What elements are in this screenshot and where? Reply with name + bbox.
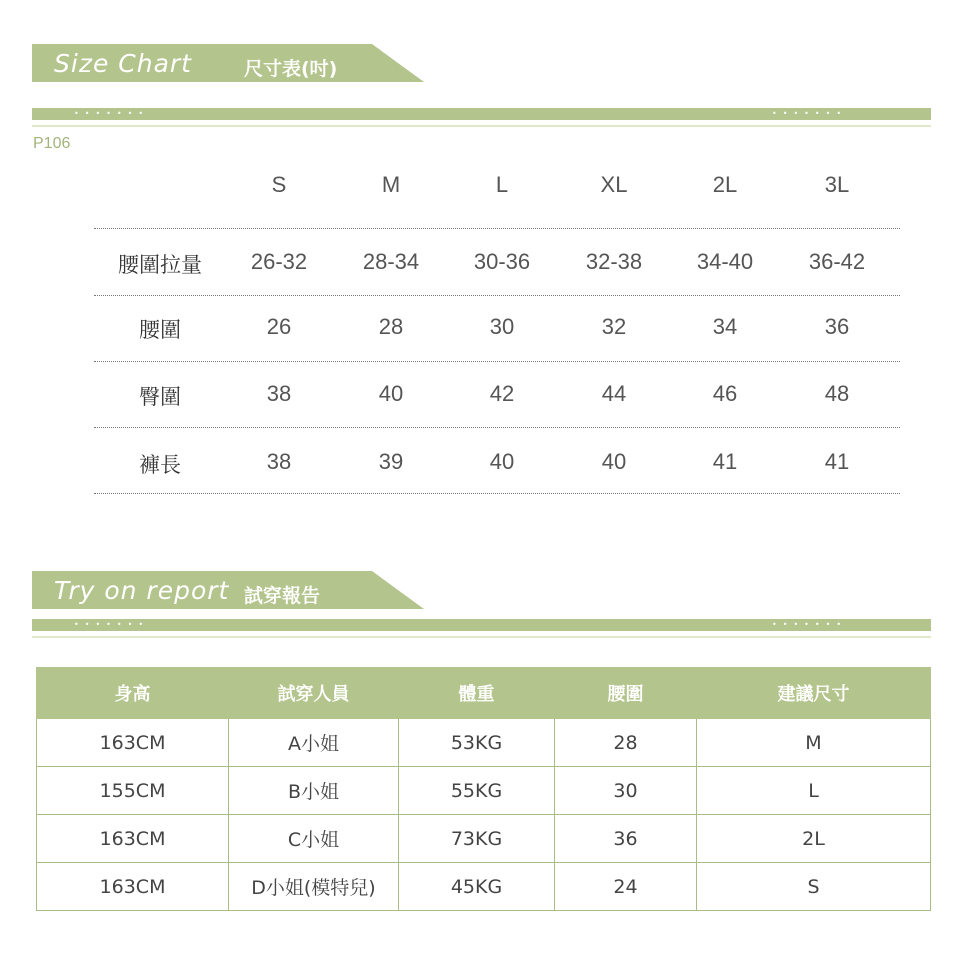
measurement-value: 42 bbox=[489, 381, 515, 406]
size-header: S bbox=[271, 172, 287, 197]
size-header: 2L bbox=[712, 172, 738, 197]
column-header: 身高 bbox=[37, 668, 229, 719]
measurement-value: 32-38 bbox=[585, 249, 643, 274]
stripe-dots-left: ••••••• bbox=[74, 109, 150, 118]
measurement-value: 34-40 bbox=[696, 249, 754, 274]
table-row bbox=[37, 863, 931, 911]
measurement-value: 32 bbox=[601, 314, 627, 339]
measurement-value: 41 bbox=[824, 449, 850, 474]
table-row bbox=[37, 719, 931, 767]
table-cell: 30 bbox=[555, 767, 697, 815]
column-header: 腰圍 bbox=[555, 668, 697, 719]
table-cell: 36 bbox=[555, 815, 697, 863]
table-header-row bbox=[37, 668, 931, 719]
measurement-value: 28 bbox=[378, 314, 404, 339]
table-cell: 2L bbox=[697, 815, 931, 863]
measurement-value: 26 bbox=[266, 314, 292, 339]
table-cell: L bbox=[697, 767, 931, 815]
measurement-value: 40 bbox=[601, 449, 627, 474]
table-cell: C小姐 bbox=[229, 815, 399, 863]
table-cell: 45KG bbox=[399, 863, 555, 911]
measurement-value: 26-32 bbox=[250, 249, 308, 274]
size-chart-title-zh: 尺寸表(吋) bbox=[244, 58, 338, 80]
measurement-label: 腰圍拉量 bbox=[118, 253, 202, 277]
try-on-title-zh: 試穿報告 bbox=[244, 585, 321, 607]
try-on-banner bbox=[32, 571, 424, 609]
table-cell: 73KG bbox=[399, 815, 555, 863]
table-cell: S bbox=[697, 863, 931, 911]
measurement-value: 48 bbox=[824, 381, 850, 406]
row-divider bbox=[94, 427, 900, 428]
size-header: 3L bbox=[824, 172, 850, 197]
stripe-dots-right: ••••••• bbox=[772, 109, 848, 118]
measurement-value: 28-34 bbox=[362, 249, 420, 274]
row-divider bbox=[94, 493, 900, 494]
column-header: 建議尺寸 bbox=[697, 668, 931, 719]
measurement-value: 41 bbox=[712, 449, 738, 474]
size-chart-divider bbox=[32, 125, 931, 127]
measurement-label: 褲長 bbox=[139, 453, 181, 477]
table-row bbox=[37, 815, 931, 863]
measurement-value: 30-36 bbox=[473, 249, 531, 274]
table-cell: 163CM bbox=[37, 815, 229, 863]
size-chart-title-en: Size Chart bbox=[54, 49, 192, 78]
measurement-value: 38 bbox=[266, 381, 292, 406]
row-divider bbox=[94, 361, 900, 362]
measurement-value: 46 bbox=[712, 381, 738, 406]
try-on-stripe bbox=[32, 619, 931, 631]
table-row bbox=[37, 767, 931, 815]
table-cell: 55KG bbox=[399, 767, 555, 815]
measurement-label: 腰圍 bbox=[139, 318, 181, 342]
table-cell: M bbox=[697, 719, 931, 767]
table-cell: 163CM bbox=[37, 863, 229, 911]
measurement-value: 36-42 bbox=[808, 249, 866, 274]
table-cell: B小姐 bbox=[229, 767, 399, 815]
stripe-dots-right: ••••••• bbox=[772, 620, 848, 629]
table-cell: 53KG bbox=[399, 719, 555, 767]
size-header: XL bbox=[600, 172, 628, 197]
measurement-value: 34 bbox=[712, 314, 738, 339]
table-cell: A小姐 bbox=[229, 719, 399, 767]
table-cell: D小姐(模特兒) bbox=[229, 863, 399, 911]
size-chart-stripe bbox=[32, 108, 931, 120]
table-cell: 155CM bbox=[37, 767, 229, 815]
product-code: P106 bbox=[33, 135, 71, 152]
size-header: L bbox=[495, 172, 509, 197]
measurement-value: 40 bbox=[378, 381, 404, 406]
size-chart-banner bbox=[32, 44, 424, 82]
row-divider bbox=[94, 295, 900, 296]
column-header: 試穿人員 bbox=[229, 668, 399, 719]
measurement-value: 30 bbox=[489, 314, 515, 339]
stripe-dots-left: ••••••• bbox=[74, 620, 150, 629]
table-cell: 28 bbox=[555, 719, 697, 767]
column-header: 體重 bbox=[399, 668, 555, 719]
measurement-label: 臀圍 bbox=[139, 385, 181, 409]
try-on-title-en: Try on report bbox=[54, 576, 230, 605]
row-divider bbox=[94, 228, 900, 229]
measurement-value: 40 bbox=[489, 449, 515, 474]
measurement-value: 39 bbox=[378, 449, 404, 474]
measurement-value: 44 bbox=[601, 381, 627, 406]
size-header: M bbox=[381, 172, 401, 197]
try-on-table bbox=[36, 667, 931, 911]
try-on-divider bbox=[32, 636, 931, 638]
measurement-value: 36 bbox=[824, 314, 850, 339]
table-cell: 163CM bbox=[37, 719, 229, 767]
measurement-value: 38 bbox=[266, 449, 292, 474]
table-cell: 24 bbox=[555, 863, 697, 911]
